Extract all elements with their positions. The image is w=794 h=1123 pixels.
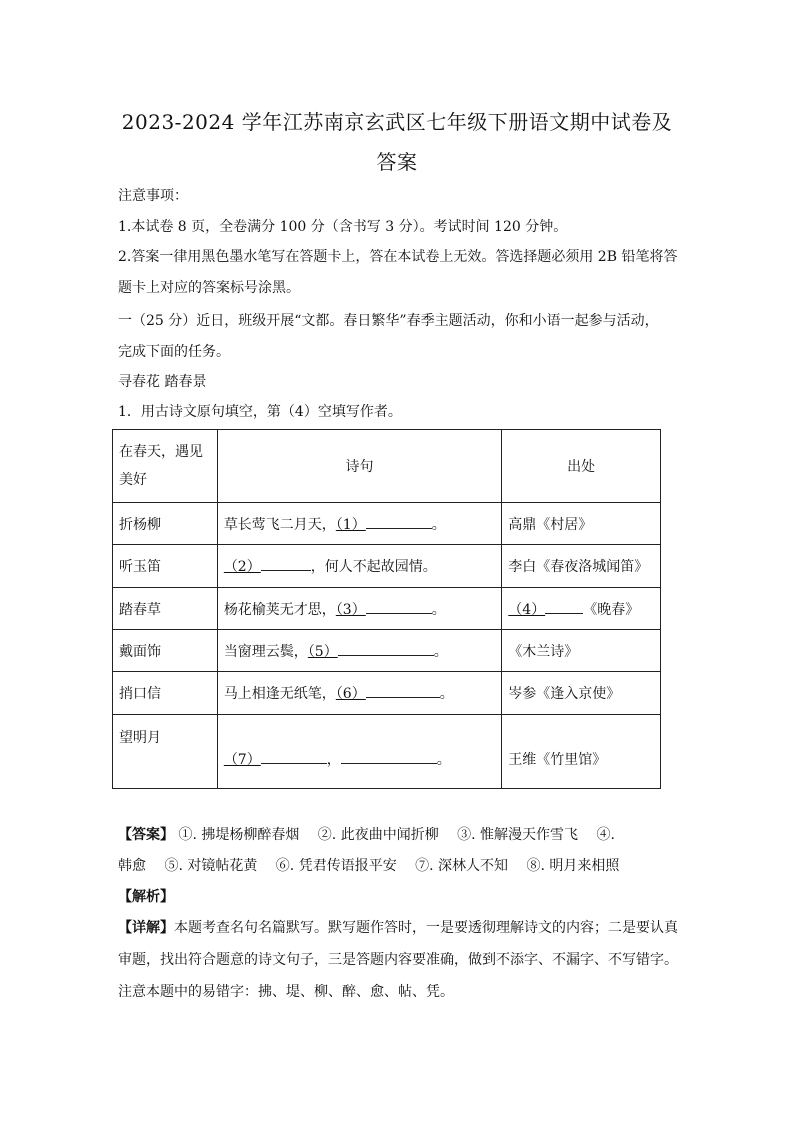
table-row	[113, 630, 661, 672]
notice-item-1: 1.本试卷 8 页，全卷满分 100 分（含书写 3 分）。考试时间 120 分钟。	[118, 219, 568, 235]
header-cell-verse: 诗句	[217, 430, 501, 503]
row-label: 望明月	[113, 715, 218, 789]
blank-marker: （3）	[335, 601, 366, 618]
blank-marker: （6）	[335, 686, 366, 702]
verse-cell: 草长莺飞二月天，（1） 。	[217, 503, 501, 545]
answer-line-1	[118, 825, 680, 845]
section-1-intro-line-1: 一（25 分）近日，班级开展“文都。春日繁华”春季主题活动，你和小语一起参与活动，	[118, 313, 659, 329]
blank-marker: （1）	[335, 516, 366, 533]
table-row	[113, 588, 661, 630]
row-label: 捎口信	[113, 672, 218, 715]
header-cell-source: 出处	[502, 430, 661, 503]
table-row	[113, 545, 661, 588]
source-cell: 王维《竹里馆》	[502, 715, 661, 789]
detail-line-1	[118, 918, 680, 938]
verse-cell: 杨花榆荚无才思，（3） 。	[217, 588, 501, 630]
row-label: 踏春草	[113, 588, 218, 630]
notice-item-2-line-2: 题卡上对应的答案标号涂黑。	[118, 280, 300, 296]
poem-table	[112, 429, 661, 789]
answer-blank	[338, 641, 434, 656]
detail-line-2: 审题，找出符合题意的诗文句子，三是答题内容要准确，做到不添字、不漏字、不写错字。	[118, 952, 678, 968]
row-label: 折杨柳	[113, 503, 218, 545]
detail-line-3: 注意本题中的易错字：拂、堤、柳、醉、愈、帖、凭。	[118, 984, 454, 1000]
section-subheading: 寻春花 踏春景	[118, 374, 207, 390]
source-cell: 岑参《逢入京使》	[502, 672, 661, 715]
table-row	[113, 715, 661, 789]
answer-line-2: 韩愈 ⑤. 对镜帖花黄 ⑥. 凭君传语报平安 ⑦. 深林人不知 ⑧. 明月来相照	[118, 858, 620, 874]
verse-cell: （7） ， 。	[217, 715, 501, 789]
source-cell: 李白《春夜洛城闻笛》	[502, 545, 661, 588]
notice-item-2-line-1: 2.答案一律用黑色墨水笔写在答题卡上，答在本试卷上无效。答选择题必须用 2B 铅笔将答	[118, 249, 678, 265]
answer-blank	[366, 683, 440, 698]
blank-marker: （7）	[223, 751, 261, 768]
detail-text-1: 本题考查名句名篇默写。默写题作答时，一是要透彻理解诗文的内容；二是要认真	[174, 920, 678, 936]
row-label: 戴面饰	[113, 630, 218, 672]
answer-blank	[341, 749, 437, 764]
answer-label: 【答案】	[118, 827, 174, 843]
detail-label: 【详解】	[118, 920, 174, 936]
section-1-intro-line-2: 完成下面的任务。	[118, 344, 230, 360]
answer-text-1: ①. 拂堤杨柳醉春烟 ②. 此夜曲中闻折柳 ③. 惟解漫天作雪飞 ④.	[178, 827, 615, 843]
header-cell-theme: 在春天，遇见 美好	[113, 430, 218, 503]
source-cell: 高鼎《村居》	[502, 503, 661, 545]
blank-marker: （5）	[307, 643, 338, 660]
source-cell: （4） 《晚春》	[502, 588, 661, 630]
answer-blank	[261, 749, 327, 764]
verse-cell: 马上相逢无纸笔，（6） 。	[217, 672, 501, 715]
answer-blank	[545, 599, 583, 614]
analysis-label: 【解析】	[118, 889, 174, 905]
blank-marker: （2）	[223, 559, 261, 575]
source-cell: 《木兰诗》	[502, 630, 661, 672]
title-line-2: 答案	[376, 150, 418, 174]
answer-blank	[366, 514, 432, 529]
verse-cell: （2） ，何人不起故园情。	[217, 545, 501, 588]
blank-marker: （4）	[508, 601, 546, 618]
verse-cell: 当窗理云鬓，（5） 。	[217, 630, 501, 672]
title-line-1: 2023-2024 学年江苏南京玄武区七年级下册语文期中试卷及	[121, 110, 673, 134]
table-row	[113, 503, 661, 545]
notice-heading: 注意事项：	[118, 188, 188, 204]
row-label: 听玉笛	[113, 545, 218, 588]
page-title	[110, 102, 684, 182]
question-1-prompt: 1．用古诗文原句填空，第（4）空填写作者。	[118, 404, 402, 420]
answer-blank	[366, 599, 432, 614]
answer-blank	[261, 556, 311, 571]
table-header-row	[113, 430, 661, 503]
table-row	[113, 672, 661, 715]
